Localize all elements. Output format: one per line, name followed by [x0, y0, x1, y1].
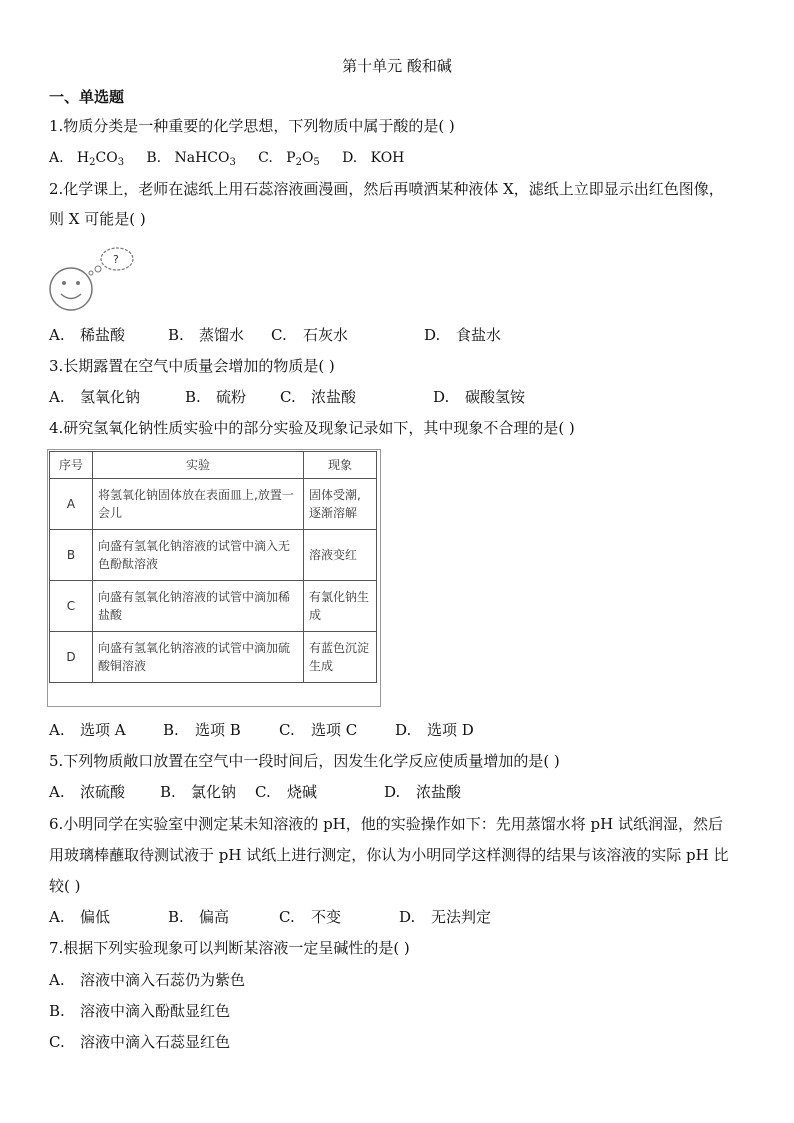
- row-experiment: 将氢氧化钠固体放在表面皿上,放置一会儿: [93, 479, 304, 530]
- option-b-letter: B.: [163, 721, 179, 739]
- option-a-text: 溶液中滴入石蕊仍为紫色: [80, 971, 246, 989]
- option-c-text: 石灰水: [303, 326, 349, 344]
- row-phenomenon: 有氯化钠生成: [304, 581, 377, 632]
- option-a-letter: A.: [49, 721, 65, 739]
- option-a-letter: A.: [49, 908, 65, 926]
- option-d-text: 选项 D: [427, 721, 474, 739]
- option-c-text: 溶液中滴入石蕊显红色: [80, 1033, 231, 1051]
- row-phenomenon: 有蓝色沉淀生成: [304, 632, 377, 683]
- option-a-formula: $H_2CO_3$: [76, 150, 125, 168]
- table-row: [50, 632, 377, 683]
- right-eye: [76, 281, 80, 285]
- question-2-stem-line-1: 2.化学课上，老师在滤纸上用石蕊溶液画漫画，然后再喷洒某种液体 X，滤纸上立即显示出红色图像，: [49, 180, 724, 198]
- row-experiment: 向盛有氢氧化钠溶液的试管中滴入无色酚酞溶液: [93, 530, 304, 581]
- option-d-text: 食盐水: [456, 326, 502, 344]
- option-d-formula: KOH: [370, 150, 405, 166]
- option-a-text: 浓硫酸: [80, 783, 126, 801]
- row-phenomenon: 溶液变红: [304, 530, 377, 581]
- question-6-stem-line-1: 6.小明同学在实验室中测定某未知溶液的 pH，他的实验操作如下：先用蒸馏水将 pH 试纸润湿，然后: [49, 815, 723, 833]
- question-1-stem: 1.物质分类是一种重要的化学思想，下列物质中属于酸的是( ): [49, 117, 455, 135]
- table-row: [50, 581, 377, 632]
- bubble-question-mark: ?: [113, 253, 119, 266]
- option-d-letter: D.: [384, 783, 401, 801]
- option-a-letter: A.: [49, 783, 65, 801]
- question-1-options: [49, 148, 404, 173]
- header-number: 序号: [50, 452, 93, 479]
- option-d-letter: D.: [424, 326, 441, 344]
- row-label: C: [50, 581, 93, 632]
- option-c-letter: C.: [255, 783, 271, 801]
- question-6-stem-line-3: 较( ): [49, 877, 81, 895]
- option-c-formula: $P_2O_5$: [286, 150, 320, 168]
- option-d-letter: D.: [433, 388, 450, 406]
- option-b-letter: B.: [168, 326, 184, 344]
- row-label: A: [50, 479, 93, 530]
- option-d-text: 碳酸氢铵: [465, 388, 526, 406]
- question-7-stem: 7.根据下列实验现象可以判断某溶液一定呈碱性的是( ): [49, 939, 410, 957]
- page-title: 第十单元 酸和碱: [342, 57, 452, 75]
- header-experiment: 实验: [93, 452, 304, 479]
- option-a-text: 氢氧化钠: [80, 388, 141, 406]
- option-c-text: 浓盐酸: [311, 388, 357, 406]
- option-b-letter: B.: [49, 1002, 65, 1020]
- smile: [61, 294, 81, 299]
- option-b-letter: B.: [168, 908, 184, 926]
- header-phenomenon: 现象: [304, 452, 377, 479]
- row-label: D: [50, 632, 93, 683]
- option-d-text: 浓盐酸: [416, 783, 462, 801]
- row-experiment: 向盛有氢氧化钠溶液的试管中滴加稀盐酸: [93, 581, 304, 632]
- option-c-text: 不变: [311, 908, 342, 926]
- table-row: [50, 479, 377, 530]
- option-b-text: 溶液中滴入酚酞显红色: [80, 1002, 231, 1020]
- smiley-face-thinking-illustration: [48, 243, 138, 313]
- table-header-row: [50, 452, 377, 479]
- table-row: [50, 530, 377, 581]
- row-phenomenon: 固体受潮,逐渐溶解: [304, 479, 377, 530]
- option-b-text: 偏高: [199, 908, 230, 926]
- option-b-text: 硫粉: [216, 388, 247, 406]
- option-d-letter: D.: [342, 150, 358, 166]
- option-b-letter: B.: [146, 150, 162, 166]
- question-6-stem-line-2: 用玻璃棒蘸取待测试液于 pH 试纸上进行测定，你认为小明同学这样测得的结果与该溶液的实际 pH 比: [49, 846, 729, 864]
- option-a-text: 选项 A: [80, 721, 126, 739]
- option-a-text: 稀盐酸: [80, 326, 126, 344]
- option-c-text: 烧碱: [287, 783, 318, 801]
- option-c-letter: C.: [279, 721, 295, 739]
- option-b-text: 选项 B: [195, 721, 241, 739]
- row-experiment: 向盛有氢氧化钠溶液的试管中滴加硫酸铜溶液: [93, 632, 304, 683]
- section-heading: 一、单选题: [49, 88, 125, 106]
- left-eye: [62, 281, 66, 285]
- face-outline: [50, 268, 92, 310]
- option-b-formula: NaHCO$_3$: [174, 150, 236, 168]
- question-2-stem-line-2: 则 X 可能是( ): [49, 210, 146, 228]
- option-b-letter: B.: [160, 783, 176, 801]
- option-b-text: 氯化钠: [191, 783, 237, 801]
- thought-dot-medium: [95, 266, 101, 272]
- option-d-text: 无法判定: [431, 908, 492, 926]
- option-c-text: 选项 C: [311, 721, 358, 739]
- question-4-stem: 4.研究氢氧化钠性质实验中的部分实验及现象记录如下，其中现象不合理的是( ): [49, 419, 575, 437]
- option-d-letter: D.: [395, 721, 412, 739]
- option-a-letter: A.: [49, 150, 64, 166]
- experiment-table: [49, 451, 377, 683]
- option-a-letter: A.: [49, 388, 65, 406]
- option-c-letter: C.: [258, 150, 273, 166]
- question-5-stem: 5.下列物质敞口放置在空气中一段时间后，因发生化学反应使质量增加的是( ): [49, 752, 560, 770]
- option-a-letter: A.: [49, 326, 65, 344]
- option-c-letter: C.: [49, 1033, 65, 1051]
- question-3-stem: 3.长期露置在空气中质量会增加的物质是( ): [49, 357, 335, 375]
- option-c-letter: C.: [279, 908, 295, 926]
- option-c-letter: C.: [280, 388, 296, 406]
- option-c-letter: C.: [271, 326, 287, 344]
- option-a-letter: A.: [49, 971, 65, 989]
- row-label: B: [50, 530, 93, 581]
- option-a-text: 偏低: [80, 908, 111, 926]
- option-d-letter: D.: [399, 908, 416, 926]
- option-b-letter: B.: [185, 388, 201, 406]
- option-b-text: 蒸馏水: [199, 326, 245, 344]
- thought-dot-small: [89, 271, 93, 275]
